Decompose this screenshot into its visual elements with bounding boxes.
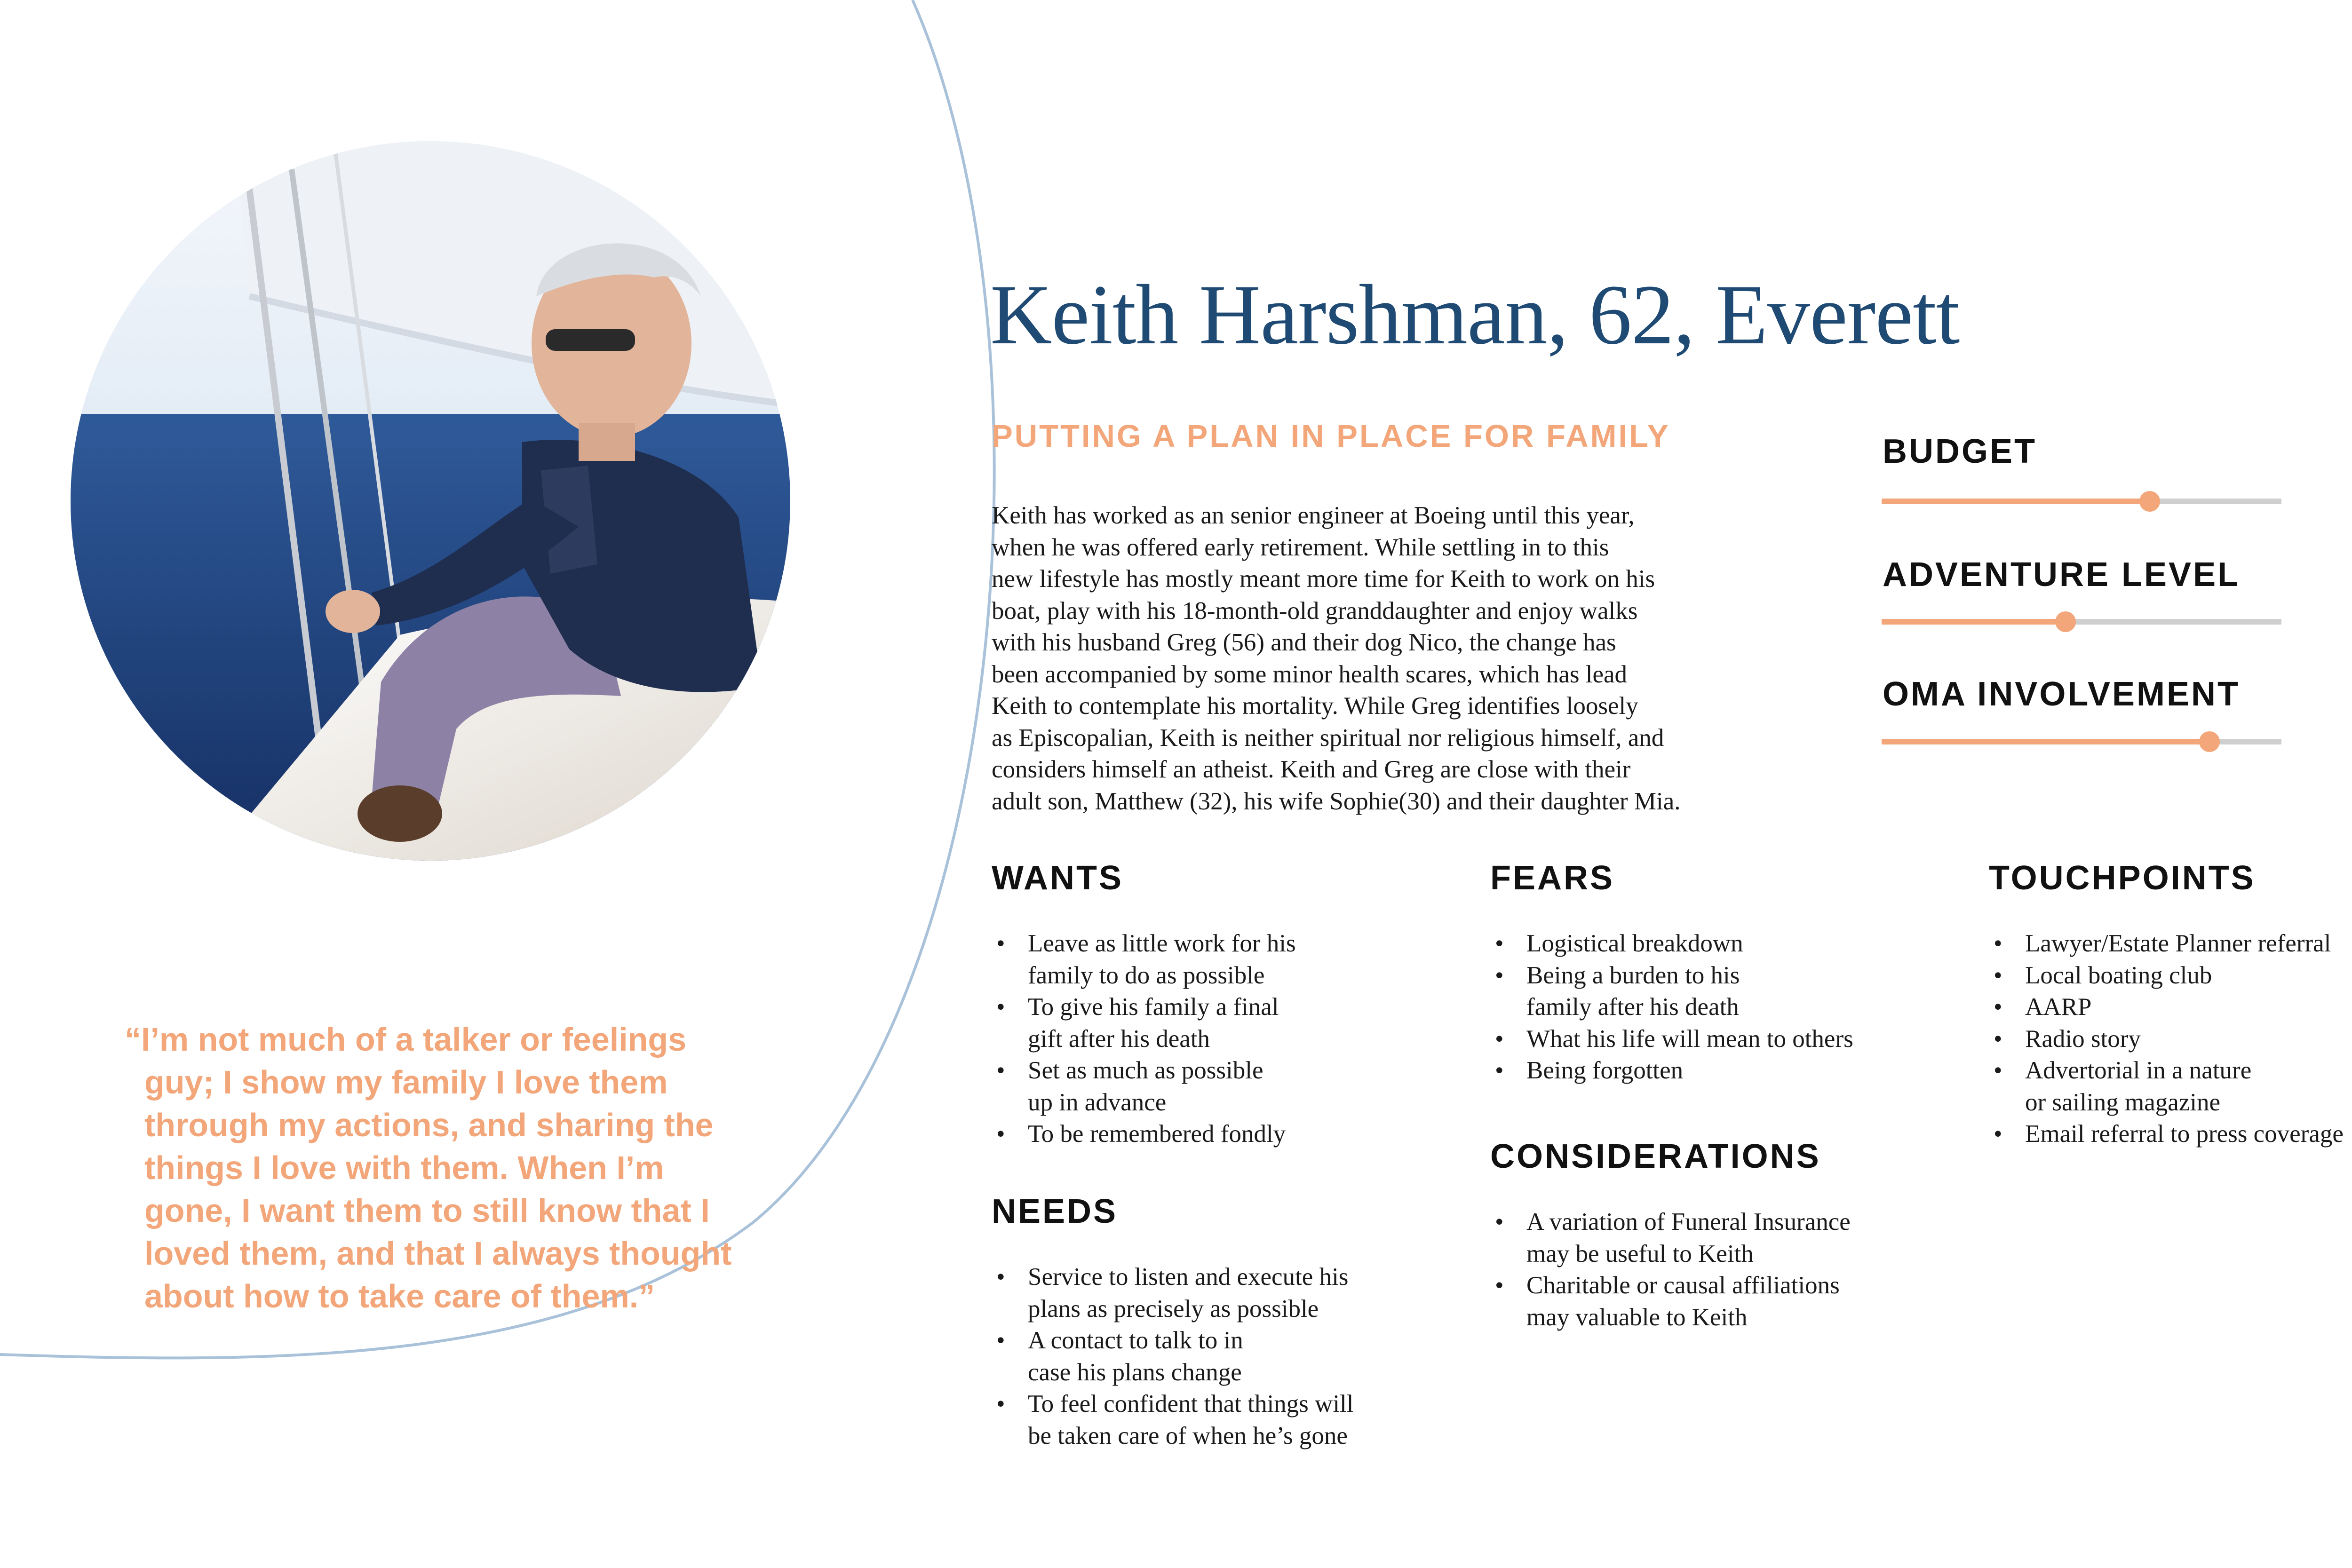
needs-list [993,1261,1354,1452]
list-item [1491,960,1853,1023]
bio-line: with his husband Greg (56) and their dog Nico, the change has [992,629,1616,656]
bio-line: new lifestyle has mostly meant more time for Keith to work on his [992,565,1655,593]
persona-tagline: PUTTING A PLAN IN PLACE FOR FAMILY [992,419,1670,454]
list-item-line: Logistical breakdown [1526,930,1743,957]
bullet-icon: • [996,1120,1005,1148]
list-item-line: Leave as little work for his [1028,930,1296,957]
list-item-text [1028,1261,1354,1325]
bullet-icon: • [996,1327,1005,1354]
list-item-text [2025,1055,2344,1118]
list-item-text [2025,991,2344,1023]
meter-label-oma-involvement: OMA INVOLVEMENT [1883,675,2240,713]
list-item-text [2025,1118,2344,1150]
meter-fill [1882,499,2150,504]
quote-line: about how to take care of them.” [144,1278,655,1315]
list-item-line: Radio story [2025,1025,2141,1053]
wants-list [993,928,1296,1150]
list-item [1990,1118,2344,1150]
list-item-line: Being a burden to his [1526,961,1740,989]
quote-line: things I love with them. When I’m [144,1149,664,1186]
list-item [1990,991,2344,1023]
bullet-icon: • [1495,961,1504,989]
list-item-text [1526,928,1853,960]
list-item [993,1388,1354,1452]
list-item-text [1028,991,1296,1055]
list-item-line: Email referral to press coverage [2025,1120,2344,1148]
bullet-icon: • [996,1057,1005,1084]
oma-involvement-meter [1882,730,2281,749]
list-item [1491,1023,1853,1055]
needs-title: NEEDS [992,1193,1118,1230]
persona-name: Keith Harshman, 62, Everett [990,268,1960,362]
list-item-text [1526,1270,1851,1333]
adventure-level-meter [1882,610,2281,629]
touchpoints-list [1990,928,2344,1150]
considerations-list [1491,1206,1851,1333]
list-item-line: Being forgotten [1526,1057,1684,1084]
list-item-line: To give his family a final [1028,993,1279,1021]
fears-title: FEARS [1490,859,1615,897]
list-item-text [1526,1023,1853,1055]
list-item-text [1526,1055,1853,1087]
bio-line: Keith to contemplate his mortality. While Greg identifies loosely [992,692,1638,720]
list-item-line: To feel confident that things will [1028,1390,1354,1418]
list-item-line: family to do as possible [1028,961,1265,989]
list-item-text [1028,1325,1354,1388]
list-item-line: A contact to talk to in [1028,1327,1243,1354]
list-item-text [2025,928,2344,960]
bullet-icon: • [1495,1057,1504,1084]
list-item-line: be taken care of when he’s gone [1028,1422,1348,1449]
bullet-icon: • [1495,1208,1504,1235]
list-item-text [1526,1206,1851,1270]
list-item-line: Lawyer/Estate Planner referral [2025,930,2331,957]
list-item-text [1028,1388,1354,1452]
quote-line: guy; I show my family I love them [144,1064,668,1101]
quote-line: through my actions, and sharing the [144,1107,714,1143]
list-item [993,1261,1354,1325]
bullet-icon: • [1495,930,1504,957]
quote-line: loved them, and that I always thought [144,1235,732,1272]
list-item-line: may be useful to Keith [1526,1240,1754,1267]
list-item [993,1055,1296,1118]
meter-knob [2139,491,2160,512]
list-item-line: A variation of Funeral Insurance [1526,1208,1851,1235]
list-item-line: family after his death [1526,993,1739,1021]
list-item-text [1028,1055,1296,1118]
bio-line: Keith has worked as an senior engineer at Boeing until this year, [992,502,1635,529]
list-item-text [1028,928,1296,991]
bullet-icon: • [1495,1272,1504,1299]
list-item-line: Charitable or causal affiliations [1526,1272,1840,1299]
list-item-line: What his life will mean to others [1526,1025,1853,1053]
list-item [993,1325,1354,1388]
bio-line: when he was offered early retirement. While settling in to this [992,533,1609,561]
meter-knob [2199,731,2220,752]
meter-fill [1882,739,2209,744]
list-item-text [2025,960,2344,992]
bullet-icon: • [1994,961,2002,989]
meter-label-budget: BUDGET [1883,433,2037,470]
considerations-title: CONSIDERATIONS [1490,1138,1821,1175]
list-item [1491,1206,1851,1270]
list-item-line: Set as much as possible [1028,1057,1263,1084]
list-item-text [1028,1118,1296,1150]
list-item [1990,928,2344,960]
bullet-icon: • [996,1263,1005,1291]
meter-knob [2055,611,2076,632]
bio-line: considers himself an atheist. Keith and Greg are close with their [992,756,1631,783]
list-item-line: AARP [2025,993,2092,1021]
fears-list [1491,928,1853,1087]
list-item-line: Local boating club [2025,961,2212,989]
list-item [993,1118,1296,1150]
list-item [1491,928,1853,960]
list-item-line: gift after his death [1028,1025,1210,1053]
list-item-line: or sailing magazine [2025,1088,2221,1116]
bullet-icon: • [1994,993,2002,1021]
bullet-icon: • [996,930,1005,957]
list-item-line: To be remembered fondly [1028,1120,1286,1148]
list-item [1990,1023,2344,1055]
bullet-icon: • [1994,1025,2002,1053]
list-item-text [2025,1023,2344,1055]
list-item-line: plans as precisely as possible [1028,1295,1319,1323]
list-item [1491,1270,1851,1333]
persona-photo [71,141,790,861]
bio-line: adult son, Matthew (32), his wife Sophie(30) and their daughter Mia. [992,787,1681,815]
quote-line: gone, I want them to still know that I [144,1192,710,1229]
list-item-line: case his plans change [1028,1358,1242,1386]
list-item-line: may valuable to Keith [1526,1303,1748,1331]
bio-line: boat, play with his 18-month-old granddaughter and enjoy walks [992,597,1638,625]
meter-fill [1882,619,2066,625]
list-item-line: Advertorial in a nature [2025,1057,2252,1084]
quote-line: “I’m not much of a talker or feelings [125,1021,687,1058]
list-item-text [1526,960,1853,1023]
list-item [1491,1055,1853,1087]
touchpoints-title: TOUCHPOINTS [1989,859,2256,897]
persona-bio [992,500,1791,817]
bullet-icon: • [1994,1120,2002,1148]
bullet-icon: • [996,1390,1005,1418]
wants-title: WANTS [992,859,1123,897]
list-item-line: Service to listen and execute his [1028,1263,1349,1291]
bullet-icon: • [1495,1025,1504,1053]
budget-meter [1882,490,2281,509]
bio-line: been accompanied by some minor health scares, which has lead [992,660,1628,688]
photo-sailing-man [71,141,790,861]
bullet-icon: • [1994,1057,2002,1084]
bio-line: as Episcopalian, Keith is neither spiritual nor religious himself, and [992,724,1664,752]
meter-label-adventure-level: ADVENTURE LEVEL [1883,556,2241,594]
list-item [1990,960,2344,992]
list-item [1990,1055,2344,1118]
persona-quote [125,1018,830,1318]
list-item [993,928,1296,991]
list-item-line: up in advance [1028,1088,1167,1116]
list-item [993,991,1296,1055]
bullet-icon: • [1994,930,2002,957]
bullet-icon: • [996,993,1005,1021]
